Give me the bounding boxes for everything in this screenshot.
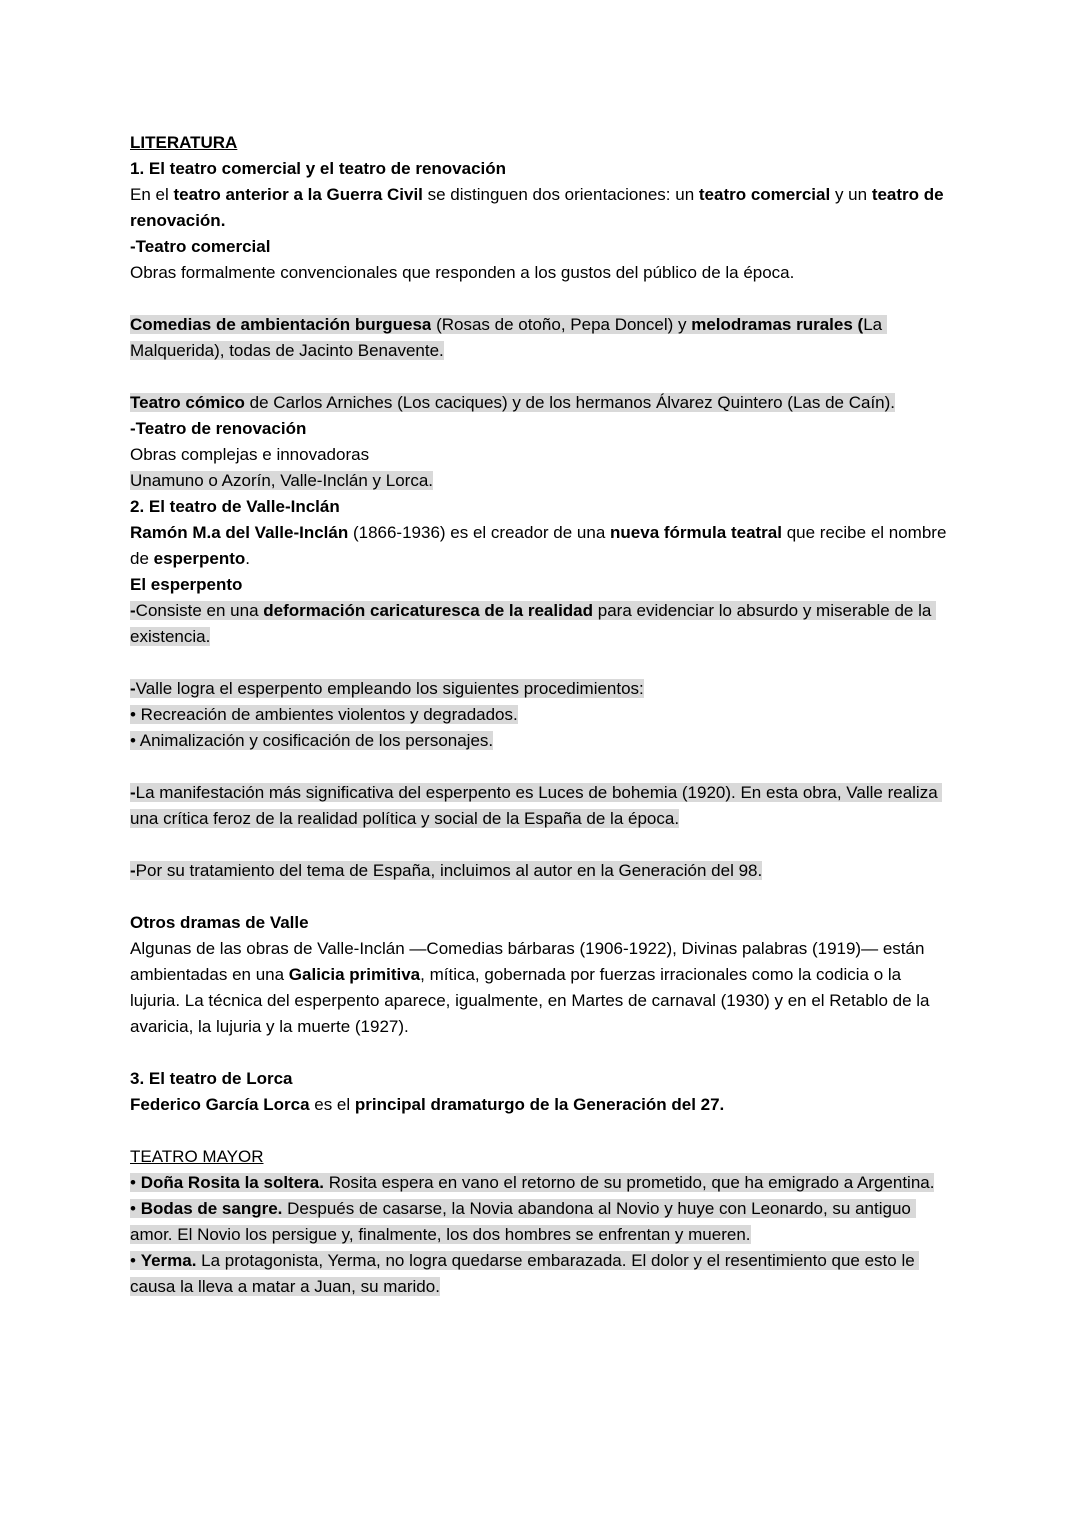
text-run: • xyxy=(130,1251,141,1270)
text-run: - xyxy=(130,601,136,620)
text-run: de Carlos Arniches (Los caciques) y de los hermanos Álvarez Quintero (Las de Caín). xyxy=(244,393,896,412)
blank-line xyxy=(130,364,952,390)
text-run: La Malquerida), todas de Jacinto Benavente. xyxy=(130,315,887,360)
text-run: que recibe el nombre de xyxy=(130,523,952,568)
blank-line xyxy=(130,832,952,858)
text-run: y un xyxy=(830,185,872,204)
blank-line xyxy=(130,286,952,312)
text-run: deformación caricaturesca de la realidad xyxy=(263,601,594,620)
text-run: -Teatro de renovación xyxy=(130,419,307,438)
paragraph xyxy=(130,936,952,1040)
document-body xyxy=(130,130,952,1300)
paragraph xyxy=(130,728,952,754)
text-run: - xyxy=(130,783,136,802)
text-run: principal dramaturgo de la Generación del 27. xyxy=(354,1095,725,1114)
paragraph xyxy=(130,910,952,936)
text-run: Bodas de sangre. xyxy=(140,1199,283,1218)
text-run: . xyxy=(245,549,251,568)
text-run: La manifestación más significativa del esperpento es Luces de bohemia (1920). En esta obra, Valle realiza una crítica feroz de la realidad política y social de la España de la época. xyxy=(130,783,943,828)
paragraph xyxy=(130,858,952,884)
paragraph xyxy=(130,780,952,832)
blank-line xyxy=(130,1118,952,1144)
text-run: se distinguen dos orientaciones: un xyxy=(422,185,699,204)
paragraph xyxy=(130,312,952,364)
text-run: , mítica, gobernada por fuerzas irracionales como la codicia o la lujuria. La técnica del esperpento aparece, igualmente, en Martes de carnaval (1930) y en el Retablo de la avaricia, la lujuria y la muerte (1927). xyxy=(130,965,935,1036)
text-run: es el xyxy=(309,1095,355,1114)
text-run: 1. El teatro comercial y el teatro de renovación xyxy=(130,159,507,178)
text-run: Rosita espera en vano el retorno de su prometido, que ha emigrado a Argentina. xyxy=(323,1173,935,1192)
text-run: Doña Rosita la soltera. xyxy=(140,1173,324,1192)
text-run: teatro comercial xyxy=(698,185,831,204)
paragraph xyxy=(130,676,952,702)
text-run: - xyxy=(130,679,136,698)
text-run: (Rosas de otoño, Pepa Doncel) y xyxy=(431,315,692,334)
text-run: • xyxy=(130,1173,141,1192)
paragraph xyxy=(130,702,952,728)
paragraph xyxy=(130,390,952,416)
blank-line xyxy=(130,754,952,780)
text-run: Comedias de ambientación burguesa xyxy=(130,315,432,334)
text-run: Valle logra el esperpento empleando los siguientes procedimientos: xyxy=(135,679,644,698)
text-run: Federico García Lorca xyxy=(130,1095,310,1114)
text-run: 2. El teatro de Valle-Inclán xyxy=(130,497,340,516)
paragraph xyxy=(130,1092,952,1118)
paragraph xyxy=(130,442,952,468)
text-run: para evidenciar lo absurdo y miserable de la existencia. xyxy=(130,601,937,646)
blank-line xyxy=(130,884,952,910)
paragraph xyxy=(130,182,952,234)
text-run: Consiste en una xyxy=(135,601,264,620)
blank-line xyxy=(130,1040,952,1066)
text-run: Obras formalmente convencionales que responden a los gustos del público de la época. xyxy=(130,263,795,282)
text-run: LITERATURA xyxy=(130,133,238,152)
text-run: (1866-1936) es el creador de una xyxy=(348,523,611,542)
paragraph xyxy=(130,598,952,650)
text-run: melodramas rurales ( xyxy=(691,315,864,334)
text-run: Galicia primitiva xyxy=(288,965,421,984)
text-run: • Recreación de ambientes violentos y degradados. xyxy=(130,705,518,724)
text-run: Después de casarse, la Novia abandona al Novio y huye con Leonardo, su antiguo amor. El Novio los persigue y, finalmente, los dos hombres se enfrentan y mueren. xyxy=(130,1199,916,1244)
paragraph xyxy=(130,572,952,598)
text-run: esperpento xyxy=(153,549,246,568)
text-run: • xyxy=(130,1199,141,1218)
text-run: teatro anterior a la Guerra Civil xyxy=(173,185,423,204)
paragraph xyxy=(130,1066,952,1092)
paragraph xyxy=(130,416,952,442)
paragraph xyxy=(130,234,952,260)
text-run: Otros dramas de Valle xyxy=(130,913,309,932)
blank-line xyxy=(130,650,952,676)
text-run: Obras complejas e innovadoras xyxy=(130,445,370,464)
text-run: Yerma. xyxy=(140,1251,197,1270)
paragraph xyxy=(130,468,952,494)
paragraph xyxy=(130,260,952,286)
text-run: • Animalización y cosificación de los personajes. xyxy=(130,731,494,750)
paragraph xyxy=(130,1144,952,1170)
text-run: En el xyxy=(130,185,174,204)
text-run: -Teatro comercial xyxy=(130,237,271,256)
text-run: Teatro cómico xyxy=(130,393,245,412)
text-run: La protagonista, Yerma, no logra quedarse embarazada. El dolor y el resentimiento que esto le causa la lleva a matar a Juan, su marido. xyxy=(130,1251,920,1296)
text-run: El esperpento xyxy=(130,575,243,594)
paragraph xyxy=(130,1170,952,1196)
text-run: Ramón M.a del Valle-Inclán xyxy=(130,523,349,542)
text-run: 3. El teatro de Lorca xyxy=(130,1069,293,1088)
paragraph xyxy=(130,494,952,520)
text-run: TEATRO MAYOR xyxy=(130,1147,264,1166)
paragraph xyxy=(130,1196,952,1248)
text-run: - xyxy=(130,861,136,880)
paragraph xyxy=(130,130,952,156)
text-run: nueva fórmula teatral xyxy=(610,523,782,542)
text-run: Por su tratamiento del tema de España, incluimos al autor en la Generación del 98. xyxy=(135,861,763,880)
paragraph xyxy=(130,520,952,572)
paragraph xyxy=(130,1248,952,1300)
text-run: teatro de renovación. xyxy=(130,185,949,230)
paragraph xyxy=(130,156,952,182)
text-run: Algunas de las obras de Valle-Inclán —Comedias bárbaras (1906-1922), Divinas palabras (1919)— están ambientadas en una xyxy=(130,939,930,984)
text-run: Unamuno o Azorín, Valle-Inclán y Lorca. xyxy=(130,471,434,490)
